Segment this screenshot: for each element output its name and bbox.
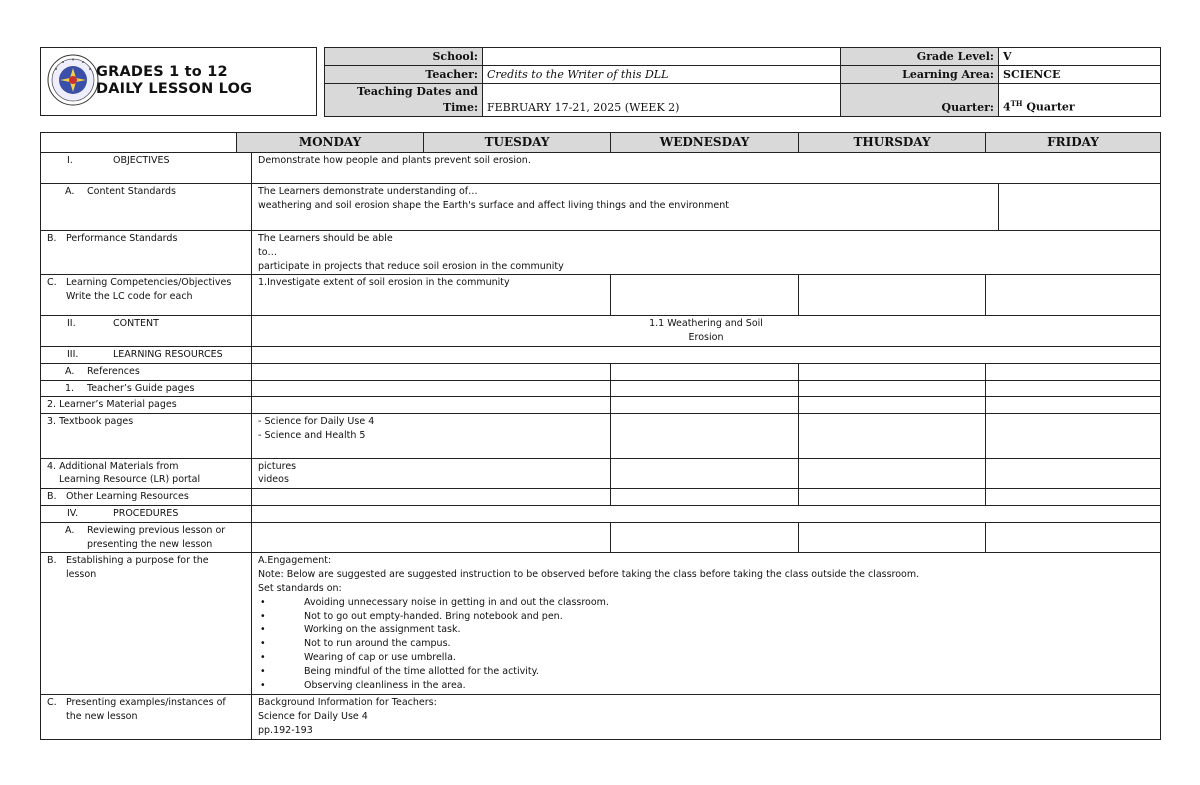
- quarter-sup: TH: [1010, 99, 1023, 109]
- dates-field[interactable]: FEBRUARY 17-21, 2025 (WEEK 2): [483, 84, 841, 117]
- purpose-bullet-text: Working on the assignment task.: [304, 624, 461, 636]
- am-monday[interactable]: [252, 458, 611, 489]
- am-wednesday[interactable]: [799, 458, 986, 489]
- am-monday-2: videos: [258, 474, 289, 486]
- objectives-title: OBJECTIVES: [113, 155, 170, 166]
- learning-resources-label: [41, 346, 252, 363]
- am-tuesday[interactable]: [611, 458, 799, 489]
- perf-std-title: Performance Standards: [66, 233, 178, 244]
- content-num: II.: [67, 318, 76, 330]
- header-title-box: [40, 47, 317, 116]
- lc-thursday[interactable]: [986, 275, 1161, 316]
- content-std-line-1: The Learners demonstrate understanding of…: [258, 186, 478, 197]
- bullet-icon: •: [260, 651, 266, 663]
- purpose-num: B.: [47, 555, 57, 567]
- area-label: Learning Area:: [841, 66, 999, 84]
- olr-thursday[interactable]: [986, 489, 1161, 506]
- purpose-bullet-text: Avoiding unnecessary noise in getting in and out the classroom.: [304, 596, 609, 608]
- ref-wednesday[interactable]: [799, 363, 986, 380]
- days-header-row: [41, 133, 1161, 153]
- textbook-row: [41, 414, 1161, 458]
- tg-wednesday[interactable]: [799, 380, 986, 397]
- page-title: [96, 64, 252, 98]
- rev-tuesday[interactable]: [611, 522, 799, 553]
- tb-wednesday[interactable]: [799, 414, 986, 458]
- olr-monday[interactable]: [252, 489, 611, 506]
- lr-num: III.: [67, 348, 79, 360]
- bullet-icon: •: [260, 624, 266, 636]
- other-resources-label: [41, 489, 252, 506]
- purpose-text[interactable]: [252, 553, 1161, 695]
- purpose-bullet-text: Being mindful of the time allotted for the activity.: [304, 665, 539, 677]
- performance-standards-text[interactable]: [252, 231, 1161, 275]
- tb-thursday[interactable]: [986, 414, 1161, 458]
- lr-title: LEARNING RESOURCES: [113, 348, 223, 360]
- tb-monday[interactable]: [252, 414, 611, 458]
- content-standards-cell: [252, 184, 1161, 231]
- tg-num: 1.: [65, 382, 75, 394]
- am-title-2: Learning Resource (LR) portal: [59, 474, 201, 486]
- tb-tuesday[interactable]: [611, 414, 799, 458]
- lc-title-2: Write the LC code for each: [66, 291, 193, 303]
- lc-wednesday[interactable]: [799, 275, 986, 316]
- learning-resources-row: [41, 346, 1161, 363]
- purpose-bullet-text: Not to run around the campus.: [304, 638, 451, 650]
- purpose-bullet: [258, 679, 1154, 693]
- ref-tuesday[interactable]: [611, 363, 799, 380]
- school-field[interactable]: [483, 48, 841, 66]
- content-value-2: Erosion: [688, 332, 724, 344]
- present-line-1: Background Information for Teachers:: [258, 697, 437, 709]
- objectives-num: I.: [67, 155, 73, 166]
- additional-materials-row: [41, 458, 1161, 489]
- grade-label: Grade Level:: [841, 48, 999, 66]
- rev-title-1: Reviewing previous lesson or: [87, 524, 226, 536]
- procedures-row: [41, 505, 1161, 522]
- lc-tuesday[interactable]: [611, 275, 799, 316]
- perf-std-line-2: to…: [258, 246, 278, 258]
- purpose-bullet-text: Wearing of cap or use umbrella.: [304, 651, 456, 663]
- performance-standards-row: [41, 231, 1161, 275]
- content-standards-row: [41, 184, 1161, 231]
- learners-material-label: 2. Learner’s Material pages: [41, 397, 252, 414]
- bullet-icon: •: [260, 596, 266, 608]
- present-line-2: Science for Daily Use 4: [258, 711, 368, 723]
- purpose-line-3: Set standards on:: [258, 582, 342, 594]
- content-standards-text[interactable]: [252, 184, 999, 230]
- purpose-bullet-text: Observing cleanliness in the area.: [304, 679, 466, 691]
- day-header-wednesday: WEDNESDAY: [611, 133, 799, 153]
- olr-num: B.: [47, 491, 57, 503]
- bullet-icon: •: [260, 638, 266, 650]
- purpose-line-1: A.Engagement:: [258, 555, 332, 567]
- day-header-monday: MONDAY: [237, 133, 424, 153]
- content-std-num: A.: [65, 186, 75, 197]
- learning-competencies-label: [41, 275, 252, 316]
- tg-monday[interactable]: [252, 380, 611, 397]
- rev-num: A.: [65, 524, 75, 536]
- content-label: [41, 316, 252, 347]
- content-value[interactable]: [252, 316, 1161, 347]
- content-std-line-2: weathering and soil erosion shape the Earth's surface and affect living things and the environment: [258, 199, 729, 211]
- olr-wednesday[interactable]: [799, 489, 986, 506]
- other-resources-row: [41, 489, 1161, 506]
- procedures-value[interactable]: [252, 505, 1161, 522]
- present-title-1: Presenting examples/instances of: [66, 697, 226, 709]
- teacher-field[interactable]: Credits to the Writer of this DLL: [483, 66, 841, 84]
- objectives-row: [41, 153, 1161, 184]
- tg-title: Teacher’s Guide pages: [87, 382, 195, 394]
- procedures-label: [41, 505, 252, 522]
- bullet-icon: •: [260, 665, 266, 677]
- content-std-title: Content Standards: [87, 186, 176, 197]
- performance-standards-label: [41, 231, 252, 275]
- school-label: School:: [325, 48, 483, 66]
- bullet-icon: •: [260, 610, 266, 622]
- content-standards-friday[interactable]: [999, 184, 1160, 230]
- ref-num: A.: [65, 365, 75, 377]
- purpose-bullet: [258, 623, 1154, 637]
- purpose-label: [41, 553, 252, 695]
- perf-std-line-3: participate in projects that reduce soil erosion in the community: [258, 260, 564, 272]
- purpose-bullet: [258, 651, 1154, 665]
- purpose-row: [41, 553, 1161, 695]
- lm-wednesday[interactable]: [799, 397, 986, 414]
- purpose-bullet-text: Not to go out empty-handed. Bring notebook and pen.: [304, 610, 563, 622]
- header-info-table: [324, 47, 1161, 117]
- ref-monday[interactable]: [252, 363, 611, 380]
- proc-title: PROCEDURES: [113, 507, 179, 519]
- presenting-row: [41, 695, 1161, 739]
- purpose-bullet: [258, 665, 1154, 679]
- day-header-friday: FRIDAY: [986, 133, 1161, 153]
- references-row: [41, 363, 1161, 380]
- deped-seal-icon: [47, 54, 99, 106]
- purpose-title-2: lesson: [66, 569, 97, 581]
- bullet-icon: •: [260, 679, 266, 691]
- present-title-2: the new lesson: [66, 711, 138, 723]
- textbook-label: 3. Textbook pages: [41, 414, 252, 458]
- objectives-text[interactable]: Demonstrate how people and plants prevent soil erosion.: [252, 153, 1161, 184]
- dates-label-2: Time:: [442, 101, 478, 114]
- title-line-2: DAILY LESSON LOG: [96, 81, 253, 97]
- content-standards-label: [41, 184, 252, 231]
- lesson-log-table: [40, 132, 1161, 740]
- perf-std-line-1: The Learners should be able: [258, 233, 393, 244]
- tg-tuesday[interactable]: [611, 380, 799, 397]
- learners-material-row: [41, 397, 1161, 414]
- reviewing-label: [41, 522, 252, 553]
- present-line-3: pp.192-193: [258, 724, 313, 736]
- proc-num: IV.: [67, 507, 79, 519]
- ref-title: References: [87, 365, 140, 377]
- am-thursday[interactable]: [986, 458, 1161, 489]
- grade-field[interactable]: V: [999, 48, 1161, 66]
- ref-thursday[interactable]: [986, 363, 1161, 380]
- presenting-text[interactable]: [252, 695, 1161, 739]
- reviewing-row: [41, 522, 1161, 553]
- learning-resources-value[interactable]: [252, 346, 1161, 363]
- area-field[interactable]: SCIENCE: [999, 66, 1161, 84]
- quarter-word: Quarter: [1022, 101, 1075, 114]
- lc-monday[interactable]: 1.Investigate extent of soil erosion in the community: [252, 275, 611, 316]
- olr-tuesday[interactable]: [611, 489, 799, 506]
- purpose-bullet: [258, 610, 1154, 624]
- tb-monday-1: - Science for Daily Use 4: [258, 416, 375, 428]
- rev-title-2: presenting the new lesson: [87, 538, 213, 550]
- rev-monday[interactable]: [252, 522, 611, 553]
- teachers-guide-row: [41, 380, 1161, 397]
- learning-competencies-row: [41, 275, 1161, 316]
- am-monday-1: pictures: [258, 460, 297, 472]
- quarter-num: 4: [1003, 101, 1011, 114]
- purpose-line-2: Note: Below are suggested are suggested instruction to be observed before taking the class before taking the class outside the classroom.: [258, 569, 920, 581]
- perf-std-num: B.: [47, 233, 57, 244]
- dates-label-1: Teaching Dates and: [356, 85, 478, 98]
- lc-num: C.: [47, 277, 57, 289]
- olr-title: Other Learning Resources: [66, 491, 189, 503]
- references-label: [41, 363, 252, 380]
- lm-monday[interactable]: [252, 397, 611, 414]
- lm-thursday[interactable]: [986, 397, 1161, 414]
- objectives-label: [41, 153, 252, 184]
- additional-materials-label: [41, 458, 252, 489]
- lm-tuesday[interactable]: [611, 397, 799, 414]
- am-title-1: 4. Additional Materials from: [47, 460, 179, 472]
- lc-title-1: Learning Competencies/Objectives: [66, 277, 232, 289]
- blank-header: [41, 133, 237, 153]
- rev-wednesday[interactable]: [799, 522, 986, 553]
- tg-thursday[interactable]: [986, 380, 1161, 397]
- purpose-title-1: Establishing a purpose for the: [66, 555, 209, 567]
- day-header-tuesday: TUESDAY: [424, 133, 611, 153]
- content-row: [41, 316, 1161, 347]
- teacher-label: Teacher:: [325, 66, 483, 84]
- presenting-label: [41, 695, 252, 739]
- title-line-1: GRADES 1 to 12: [96, 64, 228, 80]
- dates-label: [325, 84, 483, 117]
- purpose-bullet: [258, 596, 1154, 610]
- tb-monday-2: - Science and Health 5: [258, 429, 366, 441]
- quarter-field[interactable]: [999, 84, 1161, 117]
- content-title: CONTENT: [113, 318, 159, 330]
- day-header-thursday: THURSDAY: [799, 133, 986, 153]
- present-num: C.: [47, 697, 57, 709]
- teachers-guide-label: [41, 380, 252, 397]
- quarter-label: Quarter:: [841, 84, 999, 117]
- purpose-bullet: [258, 637, 1154, 651]
- rev-thursday[interactable]: [986, 522, 1161, 553]
- content-value-1: 1.1 Weathering and Soil: [649, 318, 763, 330]
